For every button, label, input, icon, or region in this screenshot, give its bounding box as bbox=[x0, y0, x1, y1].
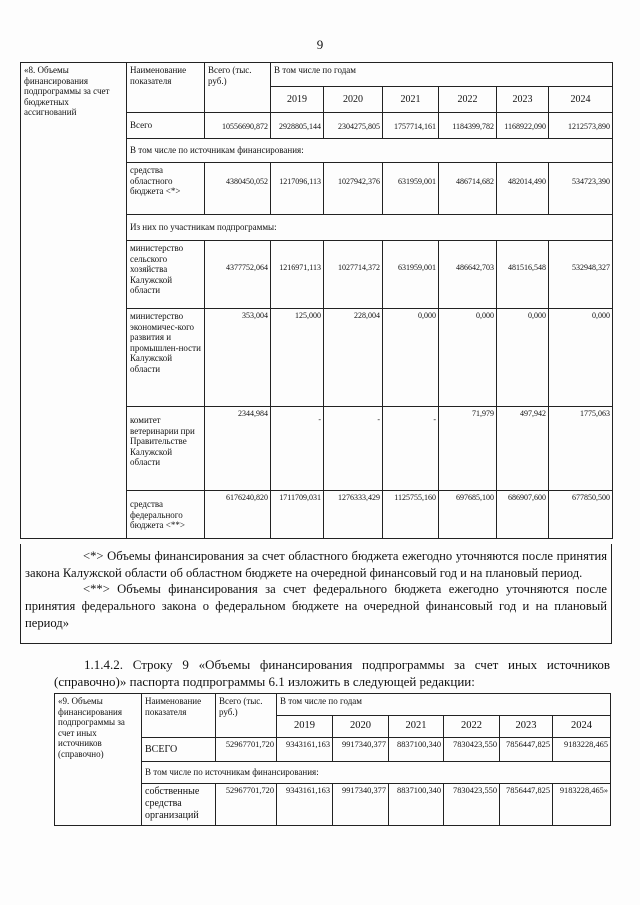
year-header: 2020 bbox=[324, 87, 383, 113]
year-header: 2024 bbox=[553, 716, 611, 738]
row-label: средства областного бюджета <*> bbox=[127, 163, 205, 215]
row-label: средства федерального бюджета <**> bbox=[127, 491, 205, 539]
cell-value: 534723,390 bbox=[549, 163, 613, 215]
cell-value: 482014,490 bbox=[497, 163, 549, 215]
cell-value: 486642,703 bbox=[439, 241, 497, 309]
cell-value: 497,942 bbox=[497, 407, 549, 491]
cell-value: 1757714,161 bbox=[383, 113, 439, 139]
amendment-paragraph bbox=[54, 657, 610, 691]
amendment-text: 1.1.4.2. Строку 9 «Объемы финансирования подпрограммы за счет иных источников (справочно)» паспорта подпрограммы 6.1 изложить в следующей редакции: bbox=[54, 657, 610, 689]
cell-value: 1216971,113 bbox=[271, 241, 324, 309]
cell-value: 532948,327 bbox=[549, 241, 613, 309]
year-header: 2019 bbox=[271, 87, 324, 113]
cell-value: 9343161,163 bbox=[277, 784, 333, 826]
row-label-cell: «8. Объемы финансирования подпрограммы за счет бюджетных ассигнований bbox=[21, 63, 127, 539]
cell-value: 1711709,031 bbox=[271, 491, 324, 539]
year-header: 2023 bbox=[497, 87, 549, 113]
cell-value: 0,000 bbox=[497, 309, 549, 407]
year-header: 2022 bbox=[444, 716, 500, 738]
financing-table-other-sources bbox=[54, 693, 611, 826]
cell-value: 9183228,465» bbox=[553, 784, 611, 826]
cell-value: 481516,548 bbox=[497, 241, 549, 309]
footnote-regional: <*> Объемы финансирования за счет областного бюджета ежегодно уточняются после принятия закона Калужской области об областном бюджете на очередной финансовый год и на плановый период. bbox=[25, 549, 607, 580]
cell-value: 0,000 bbox=[549, 309, 613, 407]
footnotes bbox=[20, 544, 612, 644]
col-header-total: Всего (тыс. руб.) bbox=[205, 63, 271, 113]
cell-value: 1027942,376 bbox=[324, 163, 383, 215]
cell-value: 7830423,550 bbox=[444, 784, 500, 826]
footnote-federal: <**> Объемы финансирования за счет федерального бюджета ежегодно уточняются после принятия федерального закона о федеральном бюджете на очередной финансовый год и на плановый период» bbox=[25, 582, 607, 630]
row-label: комитет ветеринарии при Правительстве Калужской области bbox=[127, 407, 205, 491]
cell-value: 486714,682 bbox=[439, 163, 497, 215]
year-header: 2021 bbox=[383, 87, 439, 113]
cell-value: 228,004 bbox=[324, 309, 383, 407]
cell-value: 1212573,890 bbox=[549, 113, 613, 139]
section-header: Из них по участникам подпрограммы: bbox=[127, 215, 613, 241]
col-header-years: В том числе по годам bbox=[271, 63, 613, 87]
cell-value: 7830423,550 bbox=[444, 738, 500, 762]
col-header-name: Наименование показателя bbox=[127, 63, 205, 113]
section-header: В том числе по источникам финансирования: bbox=[142, 762, 611, 784]
page-number: 9 bbox=[316, 37, 324, 52]
year-header: 2023 bbox=[500, 716, 553, 738]
cell-value: 1168922,090 bbox=[497, 113, 549, 139]
year-header: 2020 bbox=[333, 716, 389, 738]
row-label: Всего bbox=[127, 113, 205, 139]
row-label: собственные средства организаций bbox=[142, 784, 216, 826]
cell-value: 1184399,782 bbox=[439, 113, 497, 139]
cell-value: 697685,100 bbox=[439, 491, 497, 539]
section-header: В том числе по источникам финансирования: bbox=[127, 139, 613, 163]
cell-value: 9917340,377 bbox=[333, 738, 389, 762]
cell-value: 71,979 bbox=[439, 407, 497, 491]
cell-value: 1775,063 bbox=[549, 407, 613, 491]
year-header: 2022 bbox=[439, 87, 497, 113]
cell-value: 2304275,805 bbox=[324, 113, 383, 139]
cell-value: 8837100,340 bbox=[389, 738, 444, 762]
cell-total: 10556690,872 bbox=[205, 113, 271, 139]
cell-value: 631959,001 bbox=[383, 163, 439, 215]
cell-value: 0,000 bbox=[439, 309, 497, 407]
cell-value: - bbox=[271, 407, 324, 491]
year-header: 2019 bbox=[277, 716, 333, 738]
row-label-cell: «9. Объемы финансирования подпрограммы за счет иных источников (справочно) bbox=[55, 694, 142, 826]
col-header-name: Наименование показателя bbox=[142, 694, 216, 738]
cell-value: - bbox=[324, 407, 383, 491]
cell-value: 2928805,144 bbox=[271, 113, 324, 139]
cell-value: 7856447,825 bbox=[500, 738, 553, 762]
cell-total: 4377752,064 bbox=[205, 241, 271, 309]
cell-value: 125,000 bbox=[271, 309, 324, 407]
cell-value: 7856447,825 bbox=[500, 784, 553, 826]
cell-value: 8837100,340 bbox=[389, 784, 444, 826]
col-header-total: Всего (тыс. руб.) bbox=[216, 694, 277, 738]
financing-table-budget bbox=[20, 62, 613, 539]
cell-value: - bbox=[383, 407, 439, 491]
cell-value: 1027714,372 bbox=[324, 241, 383, 309]
cell-value: 9343161,163 bbox=[277, 738, 333, 762]
row-label: ВСЕГО bbox=[142, 738, 216, 762]
cell-total: 4380450,052 bbox=[205, 163, 271, 215]
col-header-years: В том числе по годам bbox=[277, 694, 611, 716]
cell-value: 9917340,377 bbox=[333, 784, 389, 826]
year-header: 2024 bbox=[549, 87, 613, 113]
row-label: министерство экономичес-кого развития и промышлен-ности Калужской области bbox=[127, 309, 205, 407]
row-label: министерство сельского хозяйства Калужской области bbox=[127, 241, 205, 309]
cell-value: 1276333,429 bbox=[324, 491, 383, 539]
cell-value: 0,000 bbox=[383, 309, 439, 407]
cell-total: 353,004 bbox=[205, 309, 271, 407]
cell-value: 631959,001 bbox=[383, 241, 439, 309]
cell-total: 2344,984 bbox=[205, 407, 271, 491]
cell-value: 9183228,465 bbox=[553, 738, 611, 762]
cell-total: 6176240,820 bbox=[205, 491, 271, 539]
year-header: 2021 bbox=[389, 716, 444, 738]
cell-value: 1125755,160 bbox=[383, 491, 439, 539]
cell-value: 1217096,113 bbox=[271, 163, 324, 215]
cell-total: 52967701,720 bbox=[216, 738, 277, 762]
cell-value: 677850,500 bbox=[549, 491, 613, 539]
cell-total: 52967701,720 bbox=[216, 784, 277, 826]
cell-value: 686907,600 bbox=[497, 491, 549, 539]
